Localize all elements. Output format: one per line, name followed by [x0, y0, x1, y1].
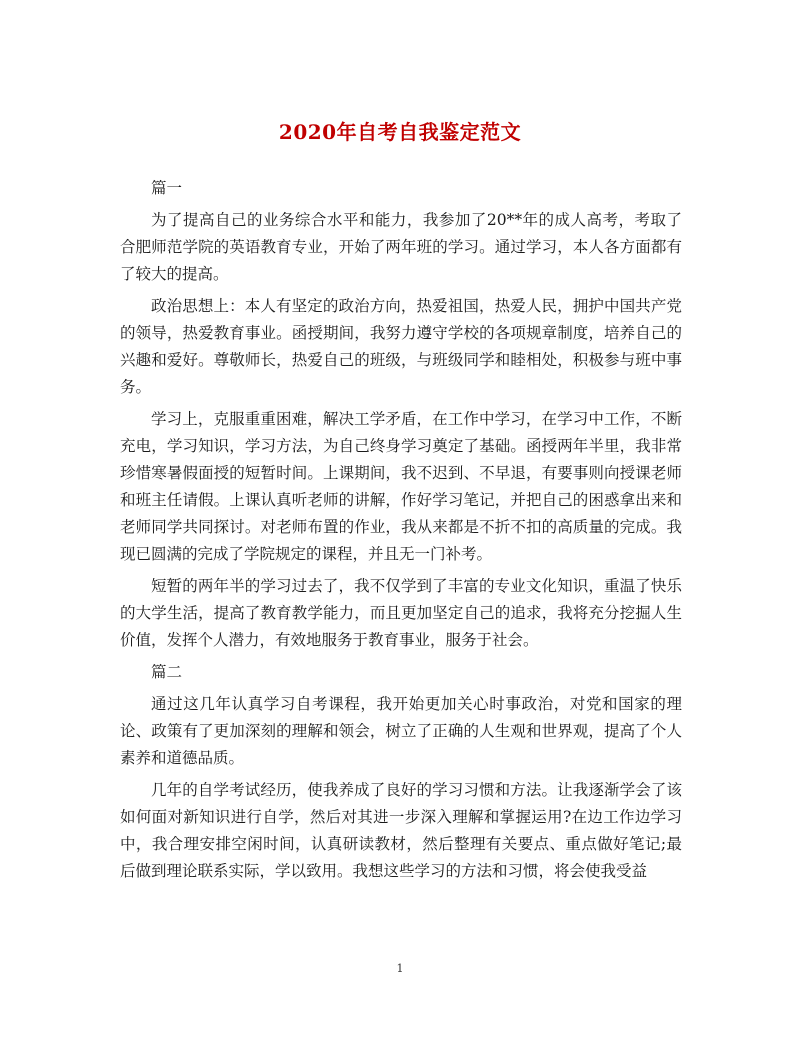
section-heading: 篇一 — [151, 179, 183, 197]
paragraph: 几年的自学考试经历，使我养成了良好的学习习惯和方法。让我逐渐学会了该如何面对新知识进行自学，然后对其进一步深入理解和掌握运用?在边工作边学习中，我合理安排空闲时间，认真研读教材，然后整理有关要点、重点做好笔记;最后做到理论联系实际，学以致用。我想这些学习的方法和习惯，将会使我受益 — [120, 781, 682, 880]
paragraph: 短暂的两年半的学习过去了，我不仅学到了丰富的专业文化知识，重温了快乐的大学生活，提高了教育教学能力，而且更加坚定自己的追求，我将充分挖掘人生价值，发挥个人潜力，有效地服务于教育事业，服务于社会。 — [120, 577, 682, 649]
paragraph: 通过这几年认真学习自考课程，我开始更加关心时事政治，对党和国家的理论、政策有了更加深刻的理解和领会，树立了正确的人生观和世界观，提高了个人素养和道德品质。 — [120, 695, 682, 767]
page-number: 1 — [396, 962, 404, 975]
paragraph: 为了提高自己的业务综合水平和能力，我参加了20**年的成人高考，考取了合肥师范学院的英语教育专业，开始了两年班的学习。通过学习，本人各方面都有了较大的提高。 — [120, 211, 682, 283]
document-body — [120, 175, 682, 890]
document-title: 2020年自考自我鉴定范文 — [278, 120, 522, 144]
paragraph: 学习上，克服重重困难，解决工学矛盾，在工作中学习，在学习中工作，不断充电，学习知识，学习方法，为自己终身学习奠定了基础。函授两年半里，我非常珍惜寒暑假面授的短暂时间。上课期间，我不迟到、不早退，有要事则向授课老师和班主任请假。上课认真听老师的讲解，作好学习笔记，并把自己的困惑拿出来和老师同学共同探讨。对老师布置的作业，我从来都是不折不扣的高质量的完成。我现已圆满的完成了学院规定的课程，并且无一门补考。 — [120, 410, 682, 563]
paragraph: 政治思想上：本人有坚定的政治方向，热爱祖国，热爱人民，拥护中国共产党的领导，热爱教育事业。函授期间，我努力遵守学校的各项规章制度，培养自己的兴趣和爱好。尊敬师长，热爱自己的班级，与班级同学和睦相处，积极参与班中事务。 — [120, 297, 682, 396]
section-heading: 篇二 — [151, 663, 183, 681]
